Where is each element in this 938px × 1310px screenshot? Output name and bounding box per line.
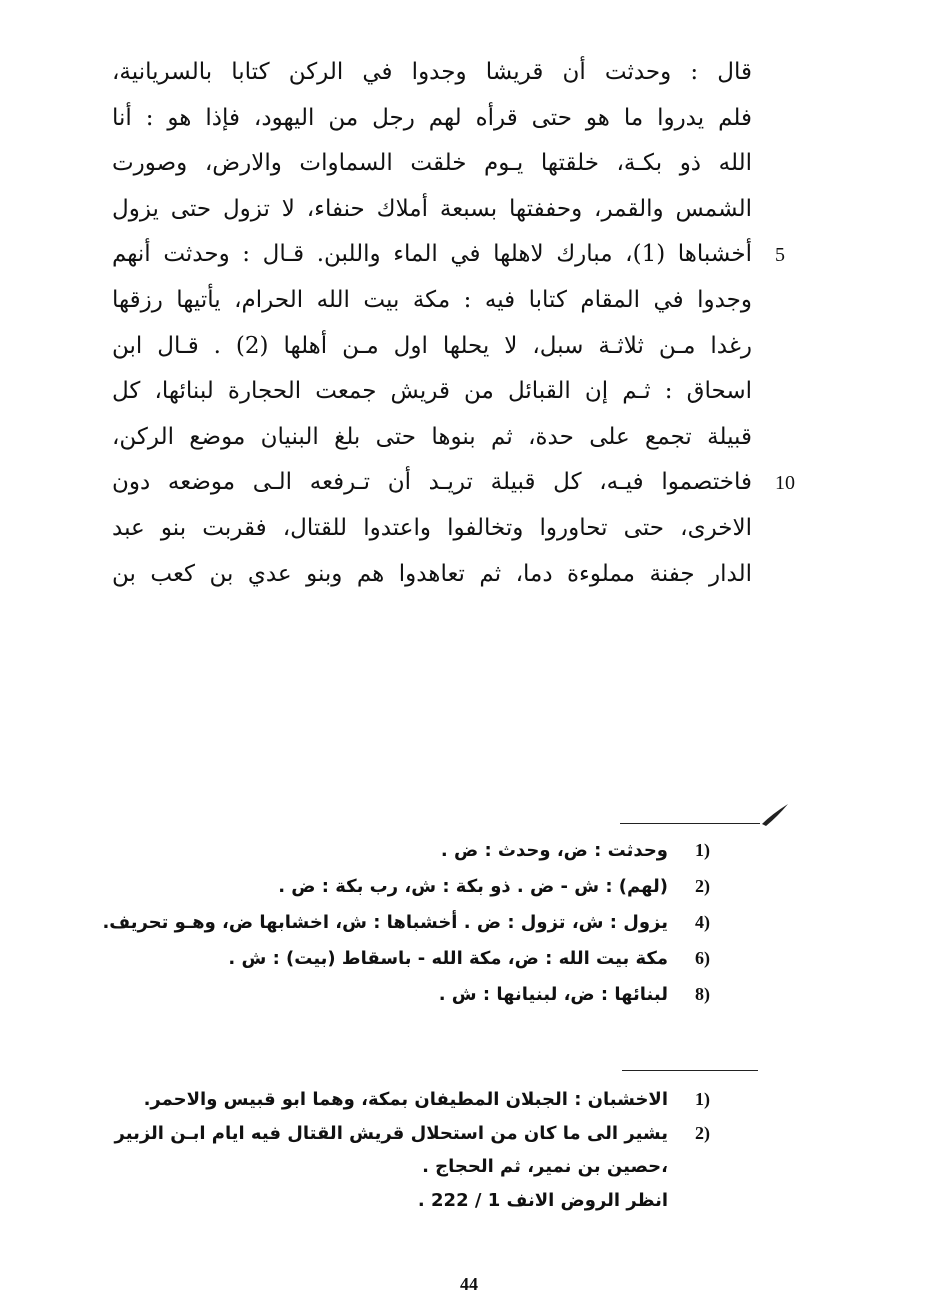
page-number: 44 [460,1274,478,1294]
text-line: فلم يدروا ما هو حتى قرأه لهم رجل من اليهود، فإذا هو : أنا [112,104,752,131]
note-text: مكة بيت الله : ض، مكة الله - باسقاط (بيت) : ش . [228,948,668,969]
note-number: 8) [695,984,710,1004]
apparatus-rule [620,823,760,824]
line-number: 10 [775,472,795,495]
apparatus-note [102,940,710,976]
footnote-number: 1) [695,1089,710,1109]
apparatus-note [102,904,710,940]
footnote-text: الاخشبان : الجبلان المطيفان بمكة، وهما ابو قبيس والاحمر. [143,1089,668,1110]
text-line: الله ذو بكـة، خلقتها يـوم خلقت السماوات والارض، وصورت [112,150,752,177]
text-line: اسحاق : ثـم إن القبائل من قريش جمعت الحجارة لبنائها، كل [112,378,752,405]
text-line: وجدوا في المقام كتابا فيه : مكة بيت الله الحرام، يأتيها رزقها [112,286,752,313]
apparatus-note [102,868,710,904]
text-line: قال : وحدثت أن قريشا وجدوا في الركن كتابا بالسريانية، [112,59,752,85]
text-line: الدار جفنة مملوءة دما، ثم تعاهدوا هم وبنو عدي بن كعب بن [112,560,752,587]
footnote-rule [622,1070,758,1071]
note-number: 1) [695,840,710,860]
footnote-text: ،حصين بن نمير، ثم الحجاج . [422,1156,668,1177]
footnotes [90,1082,710,1218]
apparatus-note [102,832,710,868]
note-text: لبنائها : ض، لبنيانها : ش . [438,984,668,1005]
text-line: أخشباها (1)، مبارك لاهلها في الماء واللبن. قـال : وحدثت أنهم [112,241,752,268]
text-line: قبيلة تجمع على حدة، ثم بنوها حتى بلغ البنيان موضع الركن، [112,423,752,450]
note-text: (لهم) : ش - ض . ذو بكة : ش، رب بكة : ض . [278,876,668,897]
text-line: الشمس والقمر، وحففتها بسبعة أملاك حنفاء، لا تزول حتى يزول [112,195,752,222]
line-number: 5 [775,244,785,267]
pen-mark-icon [760,800,790,830]
text-line: فاختصموا فيـه، كل قبيلة تريـد أن تـرفعه الـى موضعه دون [112,469,752,496]
critical-apparatus [102,832,710,1012]
main-text-block [112,50,752,597]
footnote [90,1150,710,1184]
note-number: 4) [695,912,710,932]
note-text: وحدثت : ض، وحدث : ض . [440,840,668,861]
apparatus-note [102,976,710,1012]
footnote [90,1116,710,1150]
footnote-text: يشير الى ما كان من استحلال قريش القتال فيه ايام ابـن الزبير [114,1123,668,1144]
note-number: 2) [695,876,710,896]
note-number: 6) [695,948,710,968]
text-line: رغدا مـن ثلاثـة سبل، لا يحلها اول مـن أهلها (2) . قـال ابن [112,332,752,359]
footnote [90,1082,710,1116]
footnote-number: 2) [695,1123,710,1143]
footnote [90,1184,710,1218]
footnote-text: انظر الروض الانف 1 / 222 . [417,1190,668,1211]
note-text: يزول : ش، تزول : ض . أخشباها : ش، اخشابها ض، وهـو تحريف. [102,912,668,933]
text-line: الاخرى، حتى تحاوروا وتخالفوا واعتدوا للقتال، فقربت بنو عبد [112,514,752,541]
